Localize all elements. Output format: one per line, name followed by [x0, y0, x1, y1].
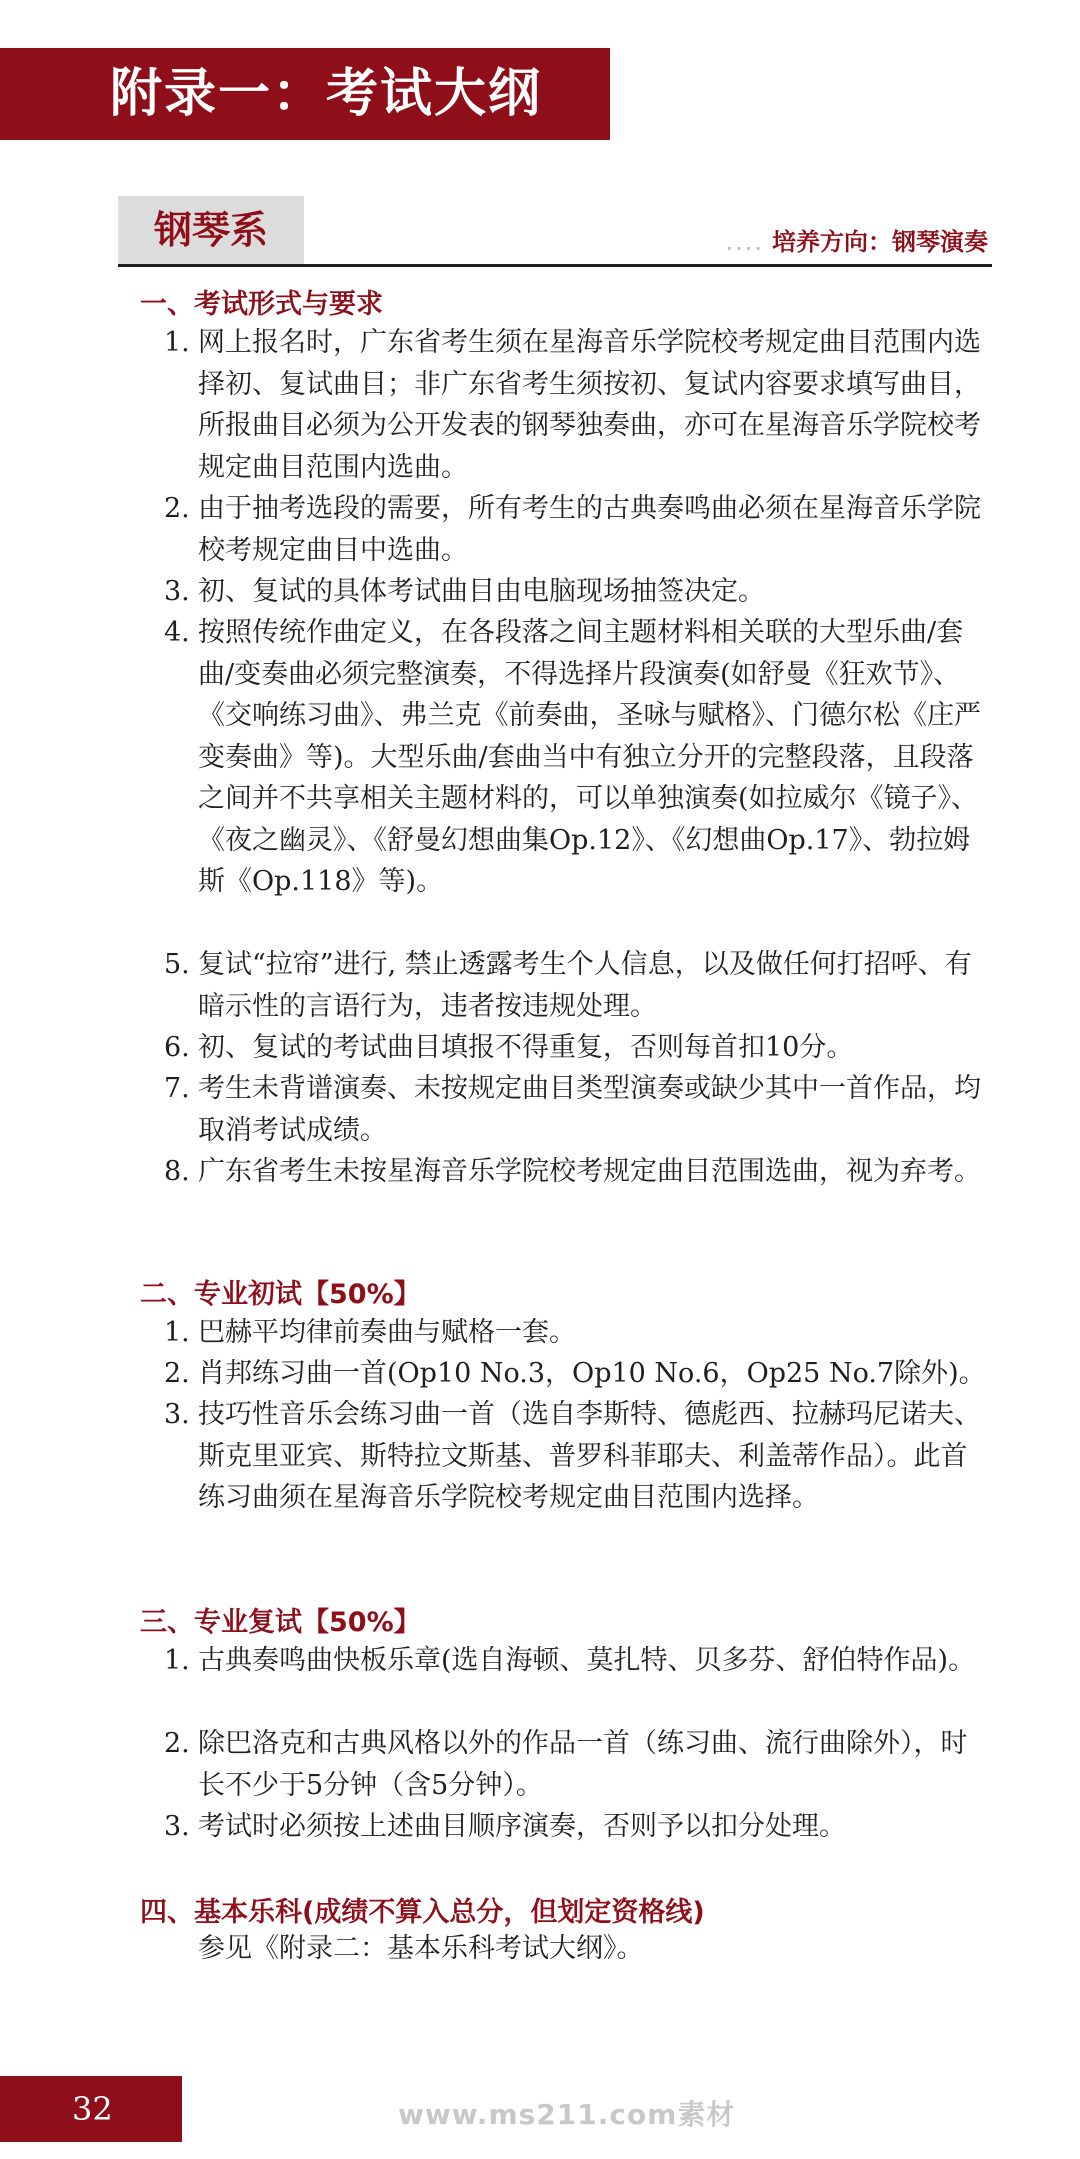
appendix-title-banner: 附录一：考试大纲 — [0, 48, 610, 140]
item-number: 6. — [164, 1032, 190, 1063]
header-divider — [118, 264, 992, 267]
list-item — [164, 1068, 994, 1151]
item-number: 7. — [164, 1073, 190, 1104]
item-text: 广东省考生未按星海音乐学院校考规定曲目范围选曲，视为弃考。 — [198, 1156, 981, 1187]
item-text: 网上报名时，广东省考生须在星海音乐学院校考规定曲目范围内选择初、复试曲目；非广东省考生须按初、复试内容要求填写曲目，所报曲目必须为公开发表的钢琴独奏曲，亦可在星海音乐学院校考规定曲目范围内选曲。 — [198, 327, 981, 483]
item-number: 5. — [164, 949, 190, 980]
list-item — [164, 571, 994, 613]
list-item — [164, 322, 994, 488]
item-text: 复试“拉帘”进行, 禁止透露考生个人信息，以及做任何打招呼、有暗示性的言语行为，违者按违规处理。 — [198, 949, 972, 1022]
item-text: 古典奏鸣曲快板乐章(选自海顿、莫扎特、贝多芬、舒伯特作品)。 — [198, 1645, 976, 1676]
direction-dots: .... — [725, 228, 764, 256]
section-title-final: 三、专业复试【50%】 — [140, 1607, 421, 1638]
item-number: 1. — [164, 327, 190, 358]
list-item — [164, 1353, 994, 1395]
item-text: 技巧性音乐会练习曲一首（选自李斯特、德彪西、拉赫玛尼诺夫、斯克里亚宾、斯特拉文斯基、普罗科菲耶夫、利盖蒂作品）。此首练习曲须在星海音乐学院校考规定曲目范围内选择。 — [198, 1399, 981, 1513]
list-item — [164, 1723, 994, 1806]
department-label: 钢琴系 — [118, 196, 304, 264]
list-item — [164, 488, 994, 571]
item-number: 1. — [164, 1645, 190, 1676]
list-item — [164, 944, 994, 1027]
list-item — [164, 1027, 994, 1069]
item-text: 初、复试的考试曲目填报不得重复，否则每首扣10分。 — [198, 1032, 854, 1063]
item-number: 3. — [164, 1399, 190, 1430]
section-title-basic-music: 四、基本乐科(成绩不算入总分，但划定资格线) — [140, 1897, 705, 1928]
item-number: 8. — [164, 1156, 190, 1187]
item-text: 除巴洛克和古典风格以外的作品一首（练习曲、流行曲除外），时长不少于5分钟（含5分钟）。 — [198, 1728, 968, 1801]
page-number: 32 — [0, 2076, 182, 2142]
item-number: 2. — [164, 1358, 190, 1389]
item-text: 考试时必须按上述曲目顺序演奏，否则予以扣分处理。 — [198, 1811, 846, 1842]
list-item — [164, 1151, 994, 1193]
item-text: 考生未背谱演奏、未按规定曲目类型演奏或缺少其中一首作品，均取消考试成绩。 — [198, 1073, 981, 1146]
section-title-exam-format: 一、考试形式与要求 — [140, 289, 383, 320]
item-text: 按照传统作曲定义，在各段落之间主题材料相关联的大型乐曲/套曲/变奏曲必须完整演奏，不得选择片段演奏(如舒曼《狂欢节》、《交响练习曲》、弗兰克《前奏曲，圣咏与赋格》、门德尔松《庄严变奏曲》等)。大型乐曲/套曲当中有独立分开的完整段落，且段落之间并不共享相关主题材料的，可以单独演奏(如拉威尔《镜子》、《夜之幽灵》、《舒曼幻想曲集Op.12》、《幻想曲Op.17》、勃拉姆斯《Op.118》等)。 — [198, 617, 981, 897]
training-direction — [725, 222, 988, 257]
item-text: 巴赫平均律前奏曲与赋格一套。 — [198, 1317, 576, 1348]
item-text: 肖邦练习曲一首(Op10 No.3，Op10 No.6，Op25 No.7除外)。 — [198, 1358, 986, 1389]
basic-music-note: 参见《附录二：基本乐科考试大纲》。 — [198, 1933, 644, 1964]
item-number: 2. — [164, 1728, 190, 1759]
list-item — [164, 1312, 994, 1354]
watermark-text: www.ms211.com素材 — [398, 2098, 736, 2131]
item-text: 初、复试的具体考试曲目由电脑现场抽签决定。 — [198, 576, 765, 607]
list-item — [164, 612, 994, 903]
list-item — [164, 1806, 994, 1848]
item-number: 1. — [164, 1317, 190, 1348]
item-number: 4. — [164, 617, 190, 648]
section-title-preliminary: 二、专业初试【50%】 — [140, 1279, 421, 1310]
item-text: 由于抽考选段的需要，所有考生的古典奏鸣曲必须在星海音乐学院校考规定曲目中选曲。 — [198, 493, 981, 566]
list-item — [164, 1394, 994, 1519]
item-number: 2. — [164, 493, 190, 524]
list-item — [164, 1640, 994, 1682]
item-number: 3. — [164, 1811, 190, 1842]
direction-text: 培养方向：钢琴演奏 — [772, 228, 988, 256]
item-number: 3. — [164, 576, 190, 607]
